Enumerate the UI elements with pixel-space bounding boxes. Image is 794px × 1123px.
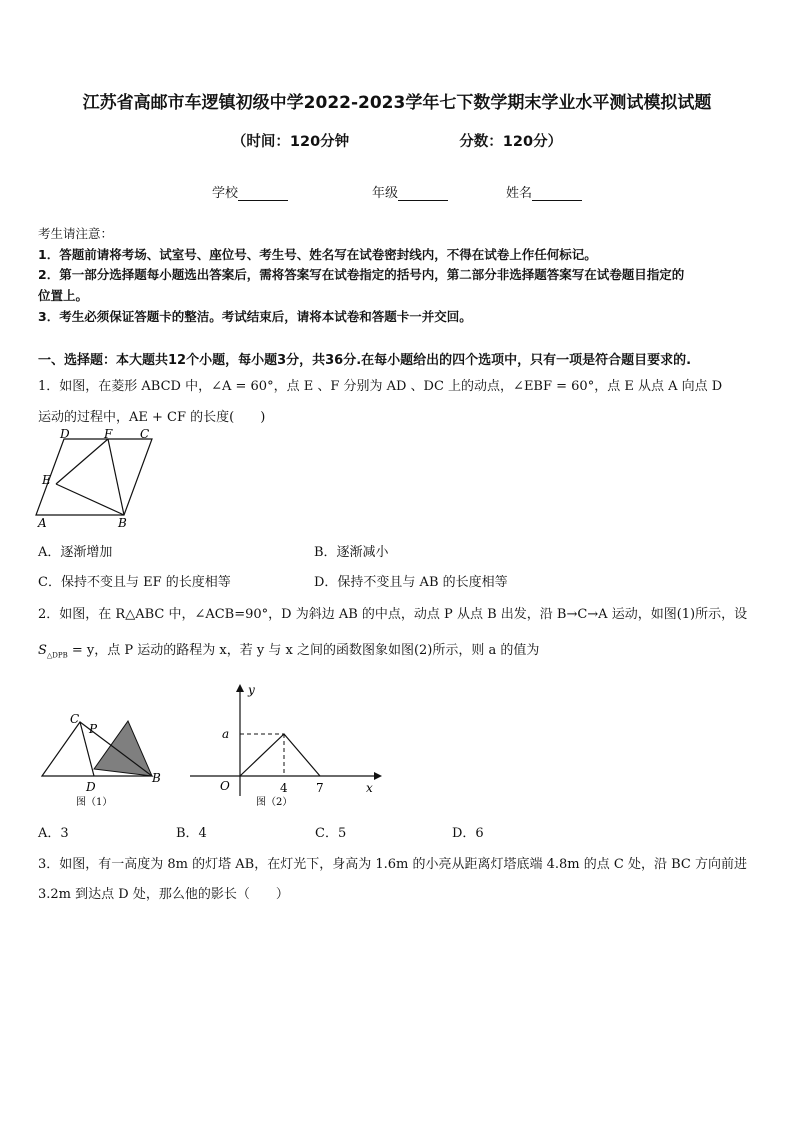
school-label: 学校 <box>212 186 239 201</box>
label-a: A <box>38 516 47 530</box>
segment-ef <box>56 439 108 484</box>
fig1-label-d: D <box>86 780 96 794</box>
q1-line-1: 1．如图，在菱形 ABCD 中，∠A = 60°，点 E 、F 分别为 AD 、DC 上的动点，∠EBF = 60°，点 E 从点 A 向点 D <box>38 379 723 394</box>
axis-label-y: y <box>248 683 255 697</box>
shaded-triangle-dpb <box>94 721 152 776</box>
school-blank[interactable] <box>238 186 288 201</box>
q2-figure-1 <box>34 706 174 806</box>
q2-line-2 <box>38 639 539 660</box>
q3-line-1: 3．如图，有一高度为 8m 的灯塔 AB，在灯光下，身高为 1.6m 的小亮从距离灯塔底端 4.8m 的点 C 处，沿 BC 方向前进 <box>38 857 747 872</box>
label-c: C <box>140 427 150 441</box>
score-label: 分数：120分） <box>459 134 563 150</box>
fig1-label-c: C <box>70 712 80 726</box>
exam-subtitle <box>0 130 794 151</box>
time-label: （时间：120分钟 <box>231 134 350 150</box>
segment-fb <box>108 439 124 515</box>
origin-label: O <box>220 779 230 793</box>
name-label: 姓名 <box>506 186 533 201</box>
q3-line-2: 3.2m 到达点 D 处，那么他的影长（ ） <box>38 887 289 902</box>
note-item-2: 2．第一部分选择题每小题选出答案后，需将答案写在试卷指定的括号内，第二部分非选择题答案写在试卷题目指定的 <box>38 267 685 282</box>
fig1-label-p: P <box>89 722 98 736</box>
q1-option-b[interactable]: B．逐渐减小 <box>314 545 389 560</box>
q2-figure-2 <box>188 678 388 806</box>
area-symbol: S <box>38 643 47 658</box>
q2-option-d[interactable]: D．6 <box>452 826 484 841</box>
label-d: D <box>60 427 70 441</box>
q2-line-1: 2．如图，在 R△ABC 中，∠ACB=90°，D 为斜边 AB 的中点，动点 P 从点 B 出发，沿 B→C→A 运动，如图(1)所示，设 <box>38 607 748 622</box>
grade-blank[interactable] <box>398 186 448 201</box>
q2-option-a[interactable]: A．3 <box>38 826 69 841</box>
label-e: E <box>42 473 51 487</box>
exam-title: 江苏省高邮市车逻镇初级中学2022-2023学年七下数学期末学业水平测试模拟试题 <box>82 93 712 113</box>
x-axis-arrow <box>374 772 382 780</box>
segment-eb <box>56 484 124 515</box>
function-graph <box>240 734 320 776</box>
area-subscript: △DPB <box>46 651 68 660</box>
q1-rhombus-figure <box>34 424 164 534</box>
note-item-1: 1．答题前请将考场、试室号、座位号、考生号、姓名写在试卷密封线内，不得在试卷上作任何标记。 <box>38 247 597 262</box>
tick-label-4: 4 <box>280 781 288 795</box>
y-axis-arrow <box>236 684 244 692</box>
name-field <box>506 182 582 201</box>
grade-label: 年级 <box>372 186 399 201</box>
name-blank[interactable] <box>532 186 582 201</box>
q1-line-2: 运动的过程中，AE + CF 的长度( ) <box>38 410 266 425</box>
note-item-3: 3．考生必须保证答题卡的整洁。考试结束后，请将本试卷和答题卡一并交回。 <box>38 309 472 324</box>
section-1-heading: 一、选择题：本大题共12个小题，每小题3分，共36分.在每小题给出的四个选项中，只有一项是符合题目要求的. <box>38 353 692 368</box>
school-field <box>212 182 288 201</box>
note-item-2-cont: 位置上。 <box>38 288 89 303</box>
label-f: F <box>104 427 113 441</box>
q1-option-a[interactable]: A．逐渐增加 <box>38 545 113 560</box>
q1-option-d[interactable]: D．保持不变且与 AB 的长度相等 <box>314 575 508 590</box>
q2-option-b[interactable]: B．4 <box>176 826 207 841</box>
value-label-a: a <box>222 727 230 741</box>
label-b: B <box>118 516 127 530</box>
fig1-caption: 图（1） <box>76 797 113 806</box>
fig1-label-b: B <box>152 771 161 785</box>
q1-option-c[interactable]: C．保持不变且与 EF 的长度相等 <box>38 575 231 590</box>
grade-field <box>372 182 448 201</box>
notes-heading: 考生请注意： <box>38 226 114 241</box>
fig2-caption: 图（2） <box>256 797 293 806</box>
tick-label-7: 7 <box>316 781 324 795</box>
axis-label-x: x <box>366 781 373 795</box>
q2-line-2-text: = y，点 P 运动的路程为 x，若 y 与 x 之间的函数图象如图(2)所示，则 a 的值为 <box>67 643 540 658</box>
q2-option-c[interactable]: C．5 <box>315 826 347 841</box>
